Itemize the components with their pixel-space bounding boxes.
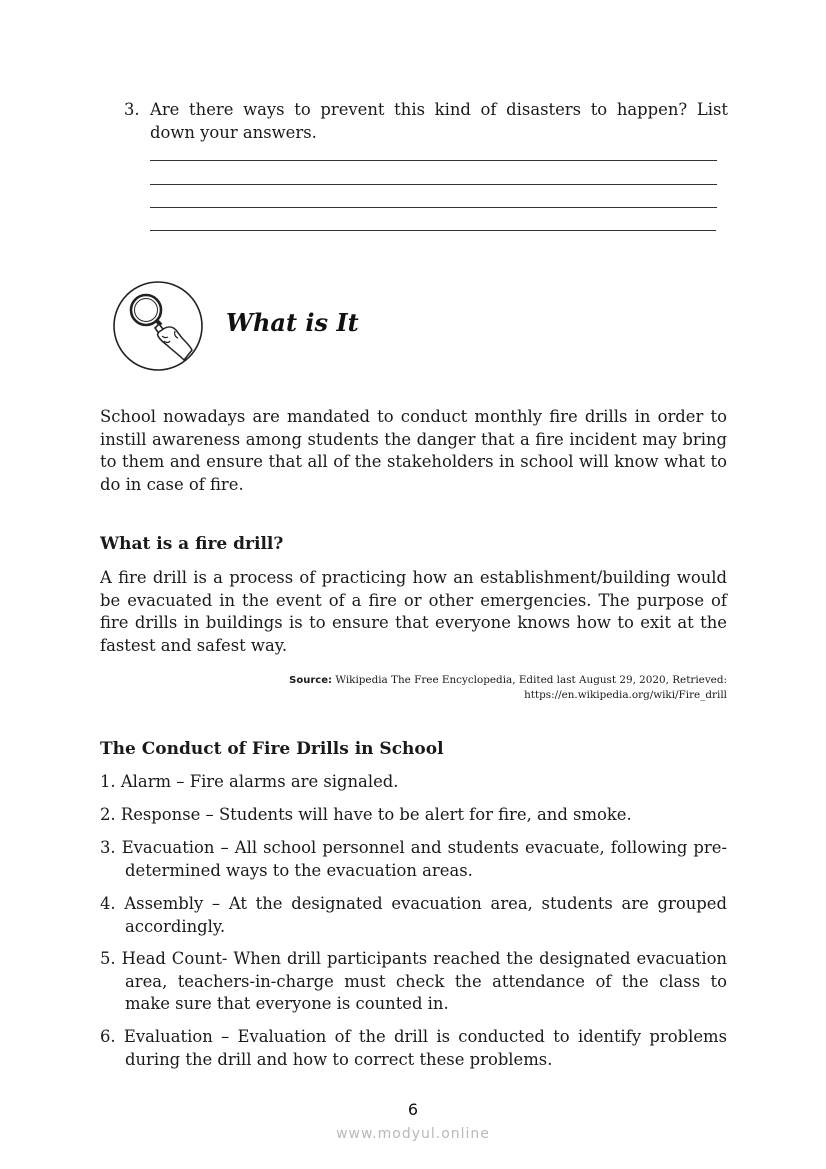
answer-line[interactable] (150, 230, 716, 231)
conduct-step: 3. Evacuation – All school personnel and students evacuate, following pre-determined ways to the evacuation areas. (100, 838, 727, 880)
question-number: 3. (124, 100, 140, 119)
watermark: www.modyul.online (336, 1126, 490, 1142)
conduct-step: 4. Assembly – At the designated evacuation area, students are grouped accordingly. (100, 894, 727, 936)
conduct-step: 1. Alarm – Fire alarms are signaled. (100, 772, 399, 791)
source-text: Wikipedia The Free Encyclopedia, Edited last August 29, 2020, Retrieved: (335, 674, 727, 686)
answer-line[interactable] (150, 184, 717, 185)
source-url[interactable]: https://en.wikipedia.org/wiki/Fire_drill (524, 689, 727, 701)
magnifying-glass-hand-icon (112, 280, 204, 372)
source-citation (240, 673, 727, 702)
intro-paragraph: School nowadays are mandated to conduct monthly fire drills in order to instill awareness among students the danger that a fire incident may bring to them and ensure that all of the stakeholders in school will know what to do in case of fire. (100, 407, 727, 495)
source-label: Source: (289, 675, 333, 686)
answer-line[interactable] (150, 160, 717, 161)
fire-drill-heading: What is a fire drill? (100, 534, 284, 554)
section-title: What is It (226, 308, 359, 337)
question-3 (124, 98, 728, 144)
fire-drill-paragraph: A fire drill is a process of practicing how an establishment/building would be evacuated in the event of a fire or other emergencies. The purpose of fire drills in buildings is to ensure that everyone knows how to exit at the fastest and safest way. (100, 568, 727, 656)
conduct-step: 2. Response – Students will have to be alert for fire, and smoke. (100, 805, 632, 824)
question-text: Are there ways to prevent this kind of disasters to happen? List down your answers. (150, 100, 728, 142)
conduct-heading: The Conduct of Fire Drills in School (100, 739, 444, 759)
answer-line[interactable] (150, 207, 717, 208)
conduct-step: 6. Evaluation – Evaluation of the drill is conducted to identify problems during the drill and how to correct these problems. (100, 1027, 727, 1069)
conduct-step: 5. Head Count- When drill participants reached the designated evacuation area, teachers-in-charge must check the attendance of the class to make sure that everyone is counted in. (100, 949, 727, 1014)
page-number: 6 (407, 1100, 419, 1119)
